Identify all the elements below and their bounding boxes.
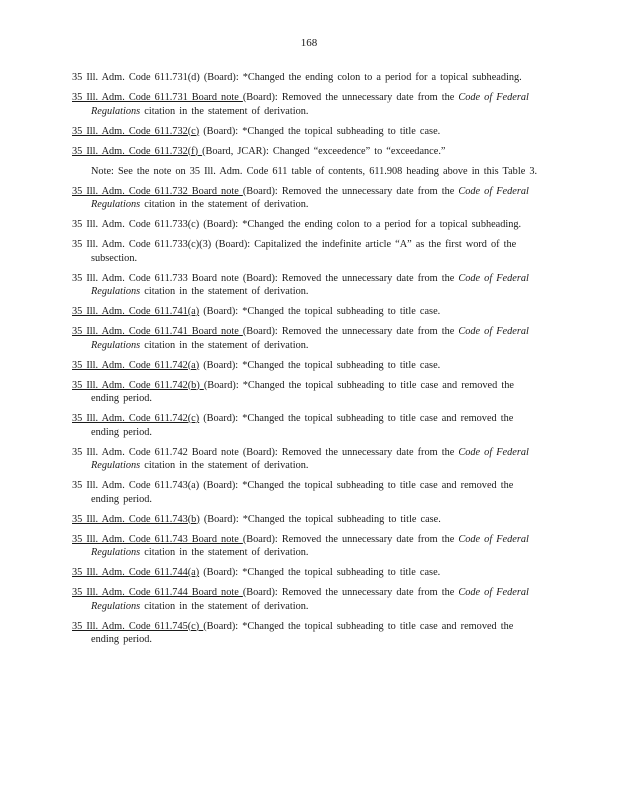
change-description: (Board): *Changed the topical subheading to title case and removed the ending period.: [91, 480, 514, 505]
change-description: (Board): Removed the unnecessary date from the: [242, 92, 459, 103]
change-entry: [72, 125, 542, 139]
change-description: (Board): *Changed the ending colon to a period for a topical subheading.: [199, 72, 522, 83]
change-entry: [72, 325, 542, 352]
code-citation: 35 Ill. Adm. Code 611.742(a): [72, 359, 200, 371]
change-description-tail: citation in the statement of derivation.: [140, 460, 309, 471]
code-citation: 35 Ill. Adm. Code 611.744(a): [72, 567, 200, 578]
change-entry: [72, 185, 542, 212]
cfr-title: Code of Federal Regulations: [91, 587, 529, 612]
code-citation: 35 Ill. Adm. Code 611.742(b): [72, 379, 204, 391]
change-description-tail: citation in the statement of derivation.: [140, 286, 309, 297]
change-description: (Board): *Changed the topical subheading to title case.: [199, 306, 441, 317]
change-description: (Board): *Changed the topical subheading to title case and removed the ending period.: [91, 413, 514, 438]
change-description-tail: citation in the statement of derivation.: [140, 547, 309, 558]
change-description: (Board): *Changed the topical subheading to title case.: [199, 125, 441, 137]
cfr-title: Code of Federal Regulations: [91, 185, 529, 210]
code-citation: 35 Ill. Adm. Code 611.744 Board note: [72, 587, 243, 598]
change-description: (Board): *Changed the topical subheading to title case.: [199, 359, 441, 371]
change-description: (Board): Removed the unnecessary date from the: [238, 272, 459, 284]
change-entry: [72, 479, 542, 506]
cfr-title: Code of Federal Regulations: [91, 92, 529, 117]
change-entry: [72, 586, 542, 613]
code-citation: 35 Ill. Adm. Code 611.745(c): [72, 620, 204, 632]
change-description: (Board, JCAR): Changed “exceedence” to “exceedance.”: [202, 145, 446, 157]
change-description: (Board): Capitalized the indefinite article “A” as the first word of the subsection.: [91, 239, 517, 264]
cfr-title: Code of Federal Regulations: [91, 533, 529, 558]
change-description: (Board): Removed the unnecessary date from the: [242, 185, 459, 197]
cfr-title: Code of Federal Regulations: [91, 326, 529, 351]
change-description-tail: citation in the statement of derivation.: [140, 199, 309, 210]
code-citation: 35 Ill. Adm. Code 611.732(f): [72, 145, 203, 157]
change-entry: [72, 412, 542, 439]
change-entry: [72, 71, 542, 85]
code-citation: 35 Ill. Adm. Code 611.742(c): [72, 413, 200, 424]
change-description: (Board): *Changed the ending colon to a period for a topical subheading.: [199, 219, 522, 230]
code-citation: 35 Ill. Adm. Code 611.741(a): [72, 306, 200, 317]
code-citation: 35 Ill. Adm. Code 611.731 Board note: [72, 92, 243, 103]
code-citation: 35 Ill. Adm. Code 611.732(c): [72, 125, 200, 137]
change-entry: [72, 513, 542, 527]
change-entry: [72, 446, 542, 473]
change-entry: [72, 566, 542, 580]
change-entry: [72, 620, 542, 647]
change-entry: [72, 533, 542, 560]
change-entry: [72, 145, 542, 159]
table-note: Note: See the note on 35 Ill. Adm. Code 611 table of contents, 611.908 heading above in this Table 3.: [91, 165, 538, 177]
change-entry: [72, 359, 542, 373]
code-citation: 35 Ill. Adm. Code 611.743(a): [72, 480, 200, 491]
change-description: (Board): *Changed the topical subheading to title case.: [199, 567, 441, 578]
change-description-tail: citation in the statement of derivation.: [140, 600, 309, 612]
code-citation: 35 Ill. Adm. Code 611.733 Board note: [72, 272, 239, 284]
change-description: (Board): Removed the unnecessary date from the: [242, 587, 459, 598]
change-description-tail: citation in the statement of derivation.: [140, 339, 309, 351]
code-citation: 35 Ill. Adm. Code 611.741 Board note: [72, 326, 243, 337]
change-entry: [72, 379, 542, 406]
entry-list: [72, 71, 542, 653]
change-entry: [72, 238, 542, 265]
code-citation: 35 Ill. Adm. Code 611.733(c): [72, 219, 200, 230]
code-citation: 35 Ill. Adm. Code 611.742 Board note: [72, 446, 239, 458]
change-description-tail: citation in the statement of derivation.: [140, 105, 309, 117]
change-description: (Board): *Changed the topical subheading to title case and removed the ending period.: [91, 620, 514, 645]
page-number: 168: [300, 37, 318, 49]
change-description: (Board): *Changed the topical subheading to title case.: [199, 513, 441, 525]
change-entry: [72, 218, 542, 232]
change-description: (Board): Removed the unnecessary date from the: [242, 326, 459, 337]
cfr-title: Code of Federal Regulations: [91, 446, 529, 471]
cfr-title: Code of Federal Regulations: [91, 272, 529, 297]
code-citation: 35 Ill. Adm. Code 611.743 Board note: [72, 533, 243, 545]
code-citation: 35 Ill. Adm. Code 611.731(d): [72, 72, 200, 83]
code-citation: 35 Ill. Adm. Code 611.732 Board note: [72, 185, 243, 197]
change-entry: [72, 305, 542, 319]
code-citation: 35 Ill. Adm. Code 611.733(c)(3): [72, 239, 212, 250]
change-description: (Board): Removed the unnecessary date from the: [238, 446, 459, 458]
change-entry: [72, 272, 542, 299]
change-entry: [72, 91, 542, 118]
change-description: (Board): Removed the unnecessary date from the: [242, 533, 459, 545]
change-description: (Board): *Changed the topical subheading to title case and removed the ending period.: [91, 379, 514, 404]
code-citation: 35 Ill. Adm. Code 611.743(b): [72, 513, 200, 525]
